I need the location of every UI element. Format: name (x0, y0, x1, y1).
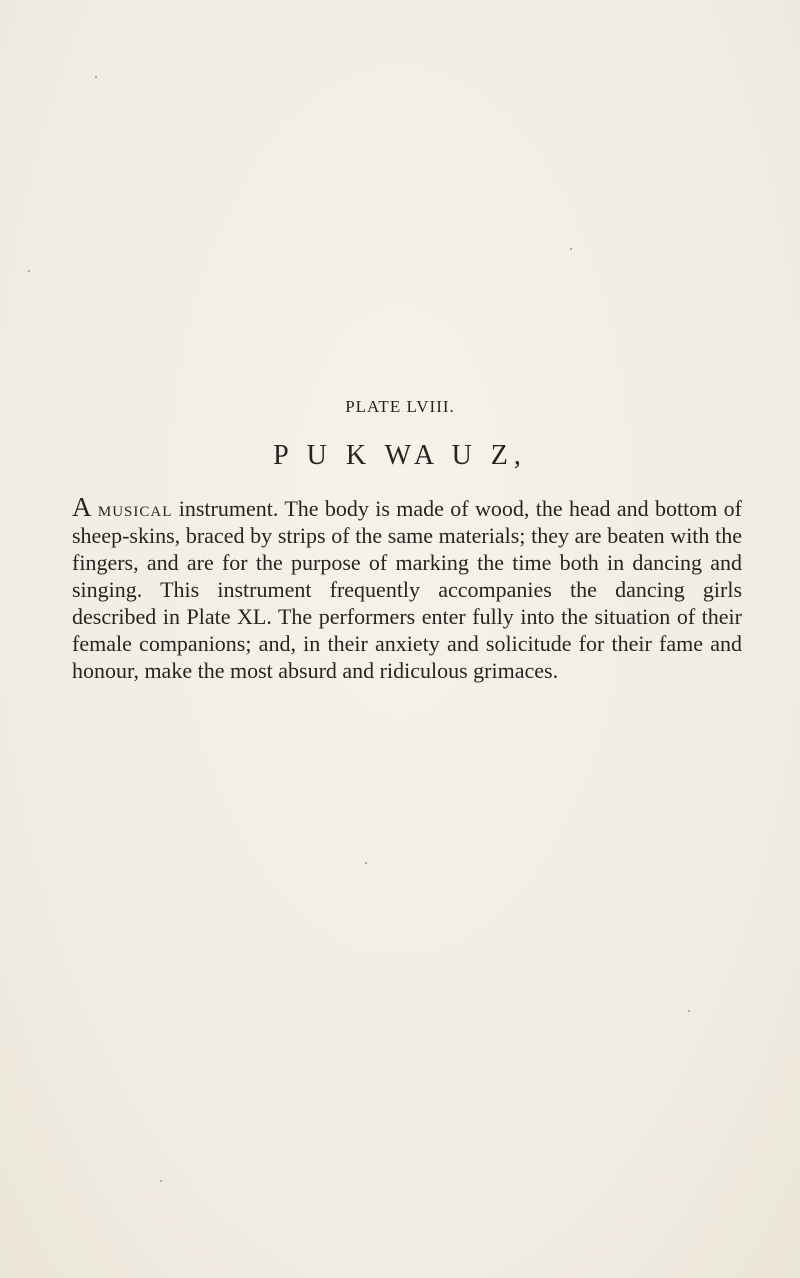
entry-initial-letter: A (72, 492, 92, 522)
paper-speck (28, 270, 30, 272)
entry-title: P U K WA U Z, (273, 440, 527, 471)
entry-smallcaps-word: musical (97, 496, 173, 521)
entry-body-text: instrument. The body is made of wood, the head and bottom of sheep-skins, braced by strips of the same materials; they are beaten with the fingers, and are for the purpose of marking the time both in dancing and singing. This instrument frequently accompanies the dancing girls described in Plate XL. The performers enter fully into the situation of their female companions; and, in their anxiety and solicitude for their fame and honour, make the most absurd and ridiculous grimaces. (72, 496, 743, 683)
paper-speck (95, 76, 97, 78)
paper-speck (688, 1010, 690, 1012)
plate-label: PLATE LVIII. (345, 397, 455, 416)
paper-speck (570, 248, 572, 250)
entry-body (72, 494, 742, 684)
paper-speck (160, 1180, 162, 1182)
paper-speck (365, 862, 367, 864)
